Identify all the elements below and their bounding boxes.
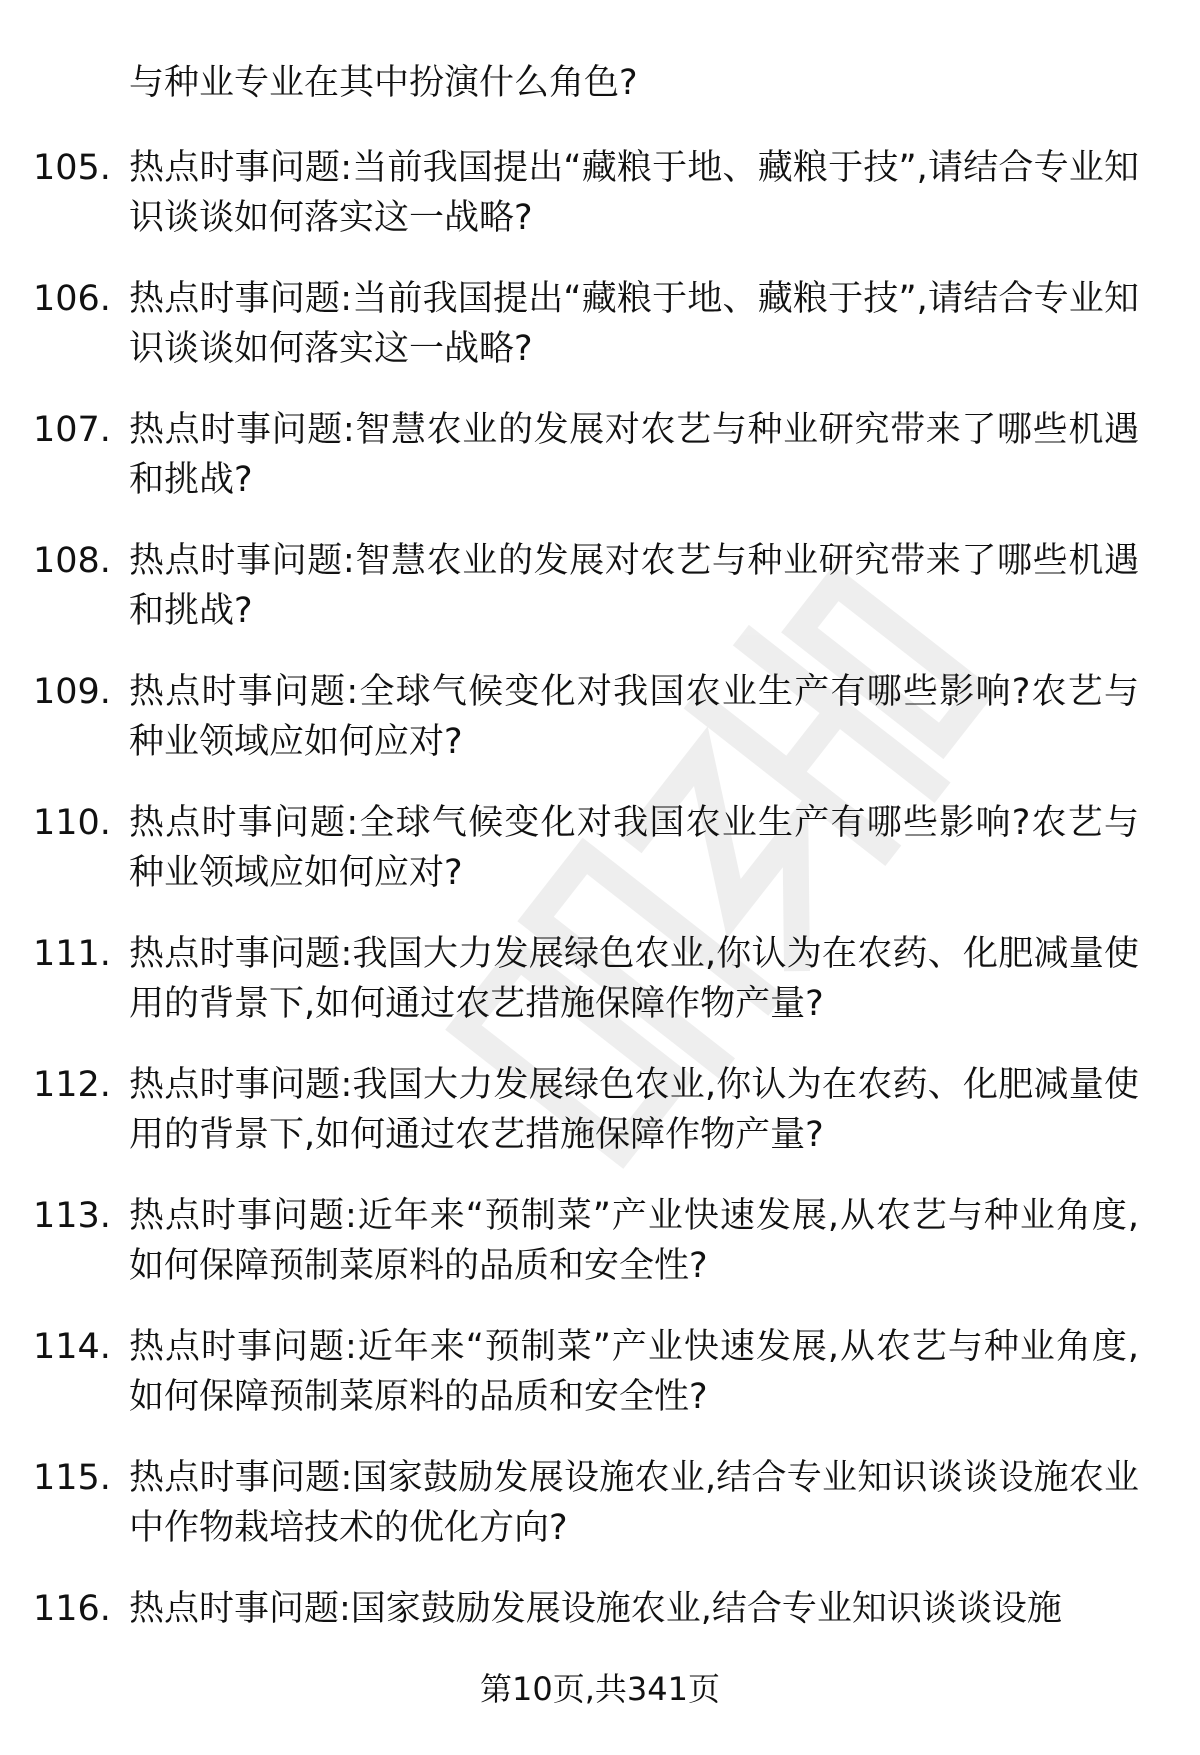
question-text: 热点时事问题:智慧农业的发展对农艺与种业研究带来了哪些机遇和挑战? (129, 410, 1139, 500)
question-number: 109. (33, 672, 111, 712)
question-number: 110. (33, 803, 111, 843)
question-number: 115. (33, 1458, 111, 1498)
question-text: 热点时事问题:近年来“预制菜”产业快速发展,从农艺与种业角度,如何保障预制菜原料的品质和安全性? (129, 1196, 1139, 1286)
list-item (0, 1322, 1200, 1453)
list-item (0, 798, 1200, 929)
question-text: 热点时事问题:我国大力发展绿色农业,你认为在农药、化肥减量使用的背景下,如何通过农艺措施保障作物产量? (129, 934, 1139, 1024)
list-item (0, 1060, 1200, 1191)
page-indicator: 第10页,共341页 (480, 1670, 720, 1708)
question-number: 111. (33, 934, 111, 974)
question-text: 热点时事问题:智慧农业的发展对农艺与种业研究带来了哪些机遇和挑战? (129, 541, 1139, 631)
question-list (0, 143, 1200, 1715)
question-text: 热点时事问题:全球气候变化对我国农业生产有哪些影响?农艺与种业领域应如何应对? (129, 672, 1139, 762)
question-number: 105. (33, 148, 111, 188)
list-item (0, 1453, 1200, 1584)
list-item (0, 405, 1200, 536)
question-number: 114. (33, 1327, 111, 1367)
list-item (0, 1191, 1200, 1322)
list-item (0, 536, 1200, 667)
question-text: 热点时事问题:全球气候变化对我国农业生产有哪些影响?农艺与种业领域应如何应对? (129, 803, 1139, 893)
question-number: 112. (33, 1065, 111, 1105)
question-number: 106. (33, 279, 111, 319)
list-item (0, 929, 1200, 1060)
question-text: 热点时事问题:当前我国提出“藏粮于地、藏粮于技”,请结合专业知识谈谈如何落实这一战略? (129, 279, 1139, 369)
list-item (0, 667, 1200, 798)
question-text: 热点时事问题:国家鼓励发展设施农业,结合专业知识谈谈设施农业中作物栽培技术的优化方向? (129, 1458, 1139, 1548)
question-text: 热点时事问题:国家鼓励发展设施农业,结合专业知识谈谈设施 (129, 1589, 1062, 1629)
list-item (0, 143, 1200, 274)
question-number: 116. (33, 1589, 111, 1629)
question-text: 热点时事问题:近年来“预制菜”产业快速发展,从农艺与种业角度,如何保障预制菜原料的品质和安全性? (129, 1327, 1139, 1417)
question-number: 107. (33, 410, 111, 450)
list-item (0, 274, 1200, 405)
question-text: 热点时事问题:当前我国提出“藏粮于地、藏粮于技”,请结合专业知识谈谈如何落实这一战略? (129, 148, 1139, 238)
question-number: 113. (33, 1196, 111, 1236)
question-text: 热点时事问题:我国大力发展绿色农业,你认为在农药、化肥减量使用的背景下,如何通过农艺措施保障作物产量? (129, 1065, 1139, 1155)
question-number: 108. (33, 541, 111, 581)
continuation-text: 与种业专业在其中扮演什么角色? (129, 63, 638, 103)
